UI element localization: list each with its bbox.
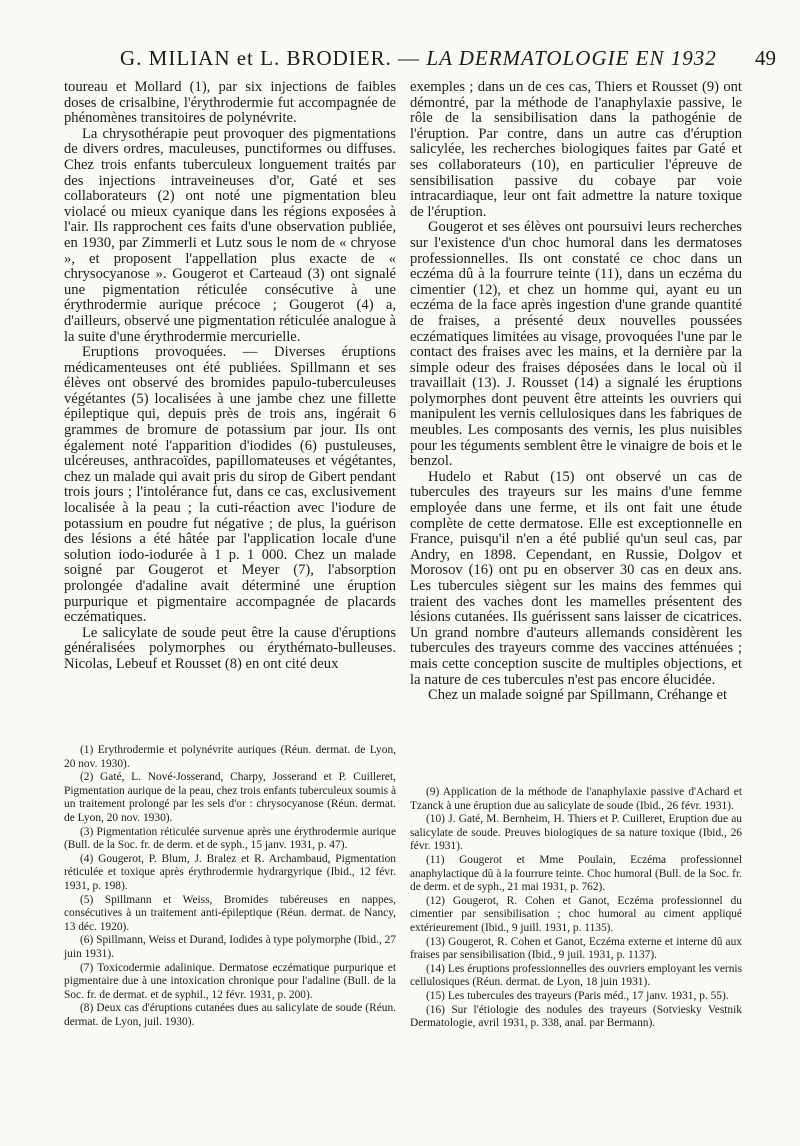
- running-header: [50, 46, 776, 74]
- footnotes-right: [410, 786, 742, 1031]
- footnote: (16) Sur l'étiologie des nodules des trayeurs (Sotviesky Vestnik Dermatologie, avril 1931, p. 338, anal. par Bermann).: [410, 1003, 742, 1030]
- paragraph: Gougerot et ses élèves ont poursuivi leurs recherches sur l'existence d'un choc humoral dans les dermatoses professionnelles. Ils ont constaté ce choc dans un eczéma dû à la fourrure teinte (11), dans un eczéma du cimentier (12), et chez un homme qui, ayant eu un eczéma de la face après ingestion d'une grande quantité de fraises, a présenté deux nouvelles poussées eczématiques limitées au visage, provoquées l'une par le contact des fraises avec les mains, et la dernière par la simple odeur des fraises déposées dans le local où il travaillait (13). J. Rousset (14) a signalé les éruptions polymorphes dont peuvent être atteints les ouvriers qui manipulent les vernis cellulosiques dans les fabriques de meubles. Les composants des vernis, les plus nuisibles pour les téguments semblent être le vinaigre de bois et le benzol.: [410, 219, 742, 470]
- paragraph: Hudelo et Rabut (15) ont observé un cas de tubercules des trayeurs sur les mains d'une femme employée dans une ferme, et ils ont fait une étude complète de cette dermatose. Elle est exceptionnelle en France, puisqu'il n'en a été publié qu'un seul cas, par Andry, en 1898. Cependant, en Russie, Dolgov et Morosov (16) ont pu en observer 30 cas en deux ans. Les tubercules siègent sur les mains des femmes qui traient des vaches dont les mamelles présentent des lésions cutanées. Ils guérissent sans laisser de cicatrices. Un grand nombre d'auteurs allemands considèrent les tubercules des trayeurs comme des vaccines atténuées ; mais cette conception suscite de multiples objections, et la nature de ces tubercules n'est pas encore élucidée.: [410, 468, 742, 688]
- footnote: (2) Gaté, L. Nové-Josserand, Charpy, Josserand et P. Cuilleret, Pigmentation aurique de la peau, chez trois enfants tuberculeux soumis à un traitement prolongé par les sels d'or : chrysocyanose (Réun. dermat. de Lyon, 20 nov. 1930).: [64, 771, 396, 824]
- paragraph: exemples ; dans un de ces cas, Thiers et Rousset (9) ont démontré, par la méthode de l'anaphylaxie passive, le rôle de la sensibilisation dans la pathogénie de l'éruption. Par contre, dans un autre cas d'éruption salicylée, les recherches biologiques faites par Gaté et ses collaborateurs (10), en particulier l'épreuve de sensibilisation passive du cobaye par voie intracardiaque, leur ont fait admettre la nature toxique de l'éruption.: [410, 79, 742, 220]
- paragraph: Le salicylate de soude peut être la cause d'éruptions généralisées polymorphes ou érythémato-bulleuses. Nicolas, Lebeuf et Rousset (8) en ont cité deux: [64, 624, 396, 672]
- footnote: (10) J. Gaté, M. Bernheim, H. Thiers et P. Cuilleret, Eruption due au salicylate de soude. Preuves biologiques de sa nature toxique (Ibid., 26 févr. 1931).: [410, 813, 742, 853]
- footnote: (12) Gougerot, R. Cohen et Ganot, Eczéma professionnel du cimentier par sensibilisation ; choc humoral au ciment appliqué extérieurement (Ibid., 9 juill. 1931, p. 1135).: [410, 894, 742, 934]
- footnote: (11) Gougerot et Mme Poulain, Eczéma professionnel anaphylactique dû à la fourrure teinte. Choc humoral (Bull. de la Soc. fr. de derm. et de syph., 21 mai 1931, p. 762).: [410, 853, 742, 894]
- footnote: (4) Gougerot, P. Blum, J. Bralez et R. Archambaud, Pigmentation réticulée et toxique après érythrodermie hydrargyrique (Ibid., 12 févr. 1931, p. 198).: [64, 852, 396, 892]
- paragraph: Eruptions provoquées. — Diverses éruptions médicamenteuses ont été publiées. Spillmann et ses élèves ont observé des bromides papulo-tuberculeuses végétantes (5) localisées à une jambe chez une fillette épileptique qui, depuis près de trois ans, ingérait 6 grammes de bromure de potassium par jour. Ils ont également noté l'apparition d'iodides (6) pustuleuses, ulcéreuses, anthracoïdes, papillomateuses et végétantes, chez un malade qui avait pris du sirop de Gibert pendant trois jours ; l'intolérance fut, dans ce cas, exclusivement localisée à la peau ; la cuti-réaction avec l'iodure de potassium en poudre fut négative ; de plus, la guérison des lésions a été hâtée par l'application locale d'une solution iodo-iodurée à 1 p. 1 000. Chez un malade soigné par Gougerot et Meyer (7), l'absorption prolongée d'adaline avait déterminé une éruption purpurique et pigmentaire accompagnée de placards eczématiques.: [64, 344, 396, 626]
- footnote: (14) Les éruptions professionnelles des ouvriers employant les vernis cellulosiques (Réun. dermat. de Lyon, 18 juin 1931).: [410, 962, 742, 989]
- footnote: (6) Spillmann, Weiss et Durand, Iodides à type polymorphe (Ibid., 27 juin 1931).: [64, 934, 396, 960]
- footnote: (3) Pigmentation réticulée survenue après une érythrodermie aurique (Bull. de la Soc. fr. de derm. et de syph., 15 janv. 1931, p. 47).: [64, 825, 396, 852]
- footnote: (9) Application de la méthode de l'anaphylaxie passive d'Achard et Tzanck à une éruption due au salicylate de soude (Ibid., 26 févr. 1931).: [410, 786, 742, 812]
- paragraph: toureau et Mollard (1), par six injections de faibles doses de crisalbine, l'érythrodermie fut accompagnée de phénomènes transitoires de polynévrite.: [64, 79, 396, 127]
- footnote: (15) Les tubercules des trayeurs (Paris méd., 17 janv. 1931, p. 55).: [426, 989, 729, 1002]
- paragraph: La chrysothérapie peut provoquer des pigmentations de divers ordres, maculeuses, punctiformes ou diffuses. Chez trois enfants tuberculeux longuement traités par des injections intraveineuses d'or, Gaté et ses collaborateurs (2) ont noté une pigmentation bleu violacé ou mieux cyanique dans les régions exposées à l'air. Ils rapprochent ces faits d'une observation publiée, en 1930, par Zimmerli et Lutz sous le nom de « chryose », et proposent l'appellation plus exacte de « chrysocyanose ». Gougerot et Carteaud (3) ont signalé une pigmentation réticulée consécutive à une érythrodermie aurique précoce ; Gougerot (4) a, d'ailleurs, observé une pigmentation réticulée analogue à la suite d'une érythrodermie mercurielle.: [64, 125, 396, 345]
- footnote: (5) Spillmann et Weiss, Bromides tubéreuses en nappes, consécutives à un traitement anti-épileptique (Réun. dermat. de Nancy, 13 déc. 1920).: [64, 893, 396, 933]
- footnote: (8) Deux cas d'éruptions cutanées dues au salicylate de soude (Réun. dermat. de Lyon, juil. 1930).: [64, 1002, 396, 1028]
- footnotes-left: [64, 744, 396, 1029]
- running-title: [120, 46, 717, 71]
- footnote: (1) Erythrodermie et polynévrite auriques (Réun. dermat. de Lyon, 20 nov. 1930).: [64, 744, 396, 770]
- right-column: [410, 80, 742, 704]
- running-title-subject: LA DERMATOLOGIE EN 1932: [426, 46, 717, 70]
- running-title-authors: G. MILIAN et L. BRODIER. —: [120, 46, 427, 70]
- footnote: (13) Gougerot, R. Cohen et Ganot, Eczéma externe et interne dû aux fraises par sensibilisation (Ibid., 9 juil. 1931, p. 1137).: [410, 935, 742, 962]
- left-column: [64, 80, 396, 673]
- page-number: 49: [755, 46, 776, 70]
- paragraph: Chez un malade soigné par Spillmann, Créhange et: [428, 687, 728, 704]
- footnote: (7) Toxicodermie adalinique. Dermatose eczématique purpurique et pigmentaire due à une intoxication chronique pour l'adaline (Bull. de la Soc. fr. de dermat. et de syphil., 12 févr. 1931, p. 200).: [64, 961, 396, 1001]
